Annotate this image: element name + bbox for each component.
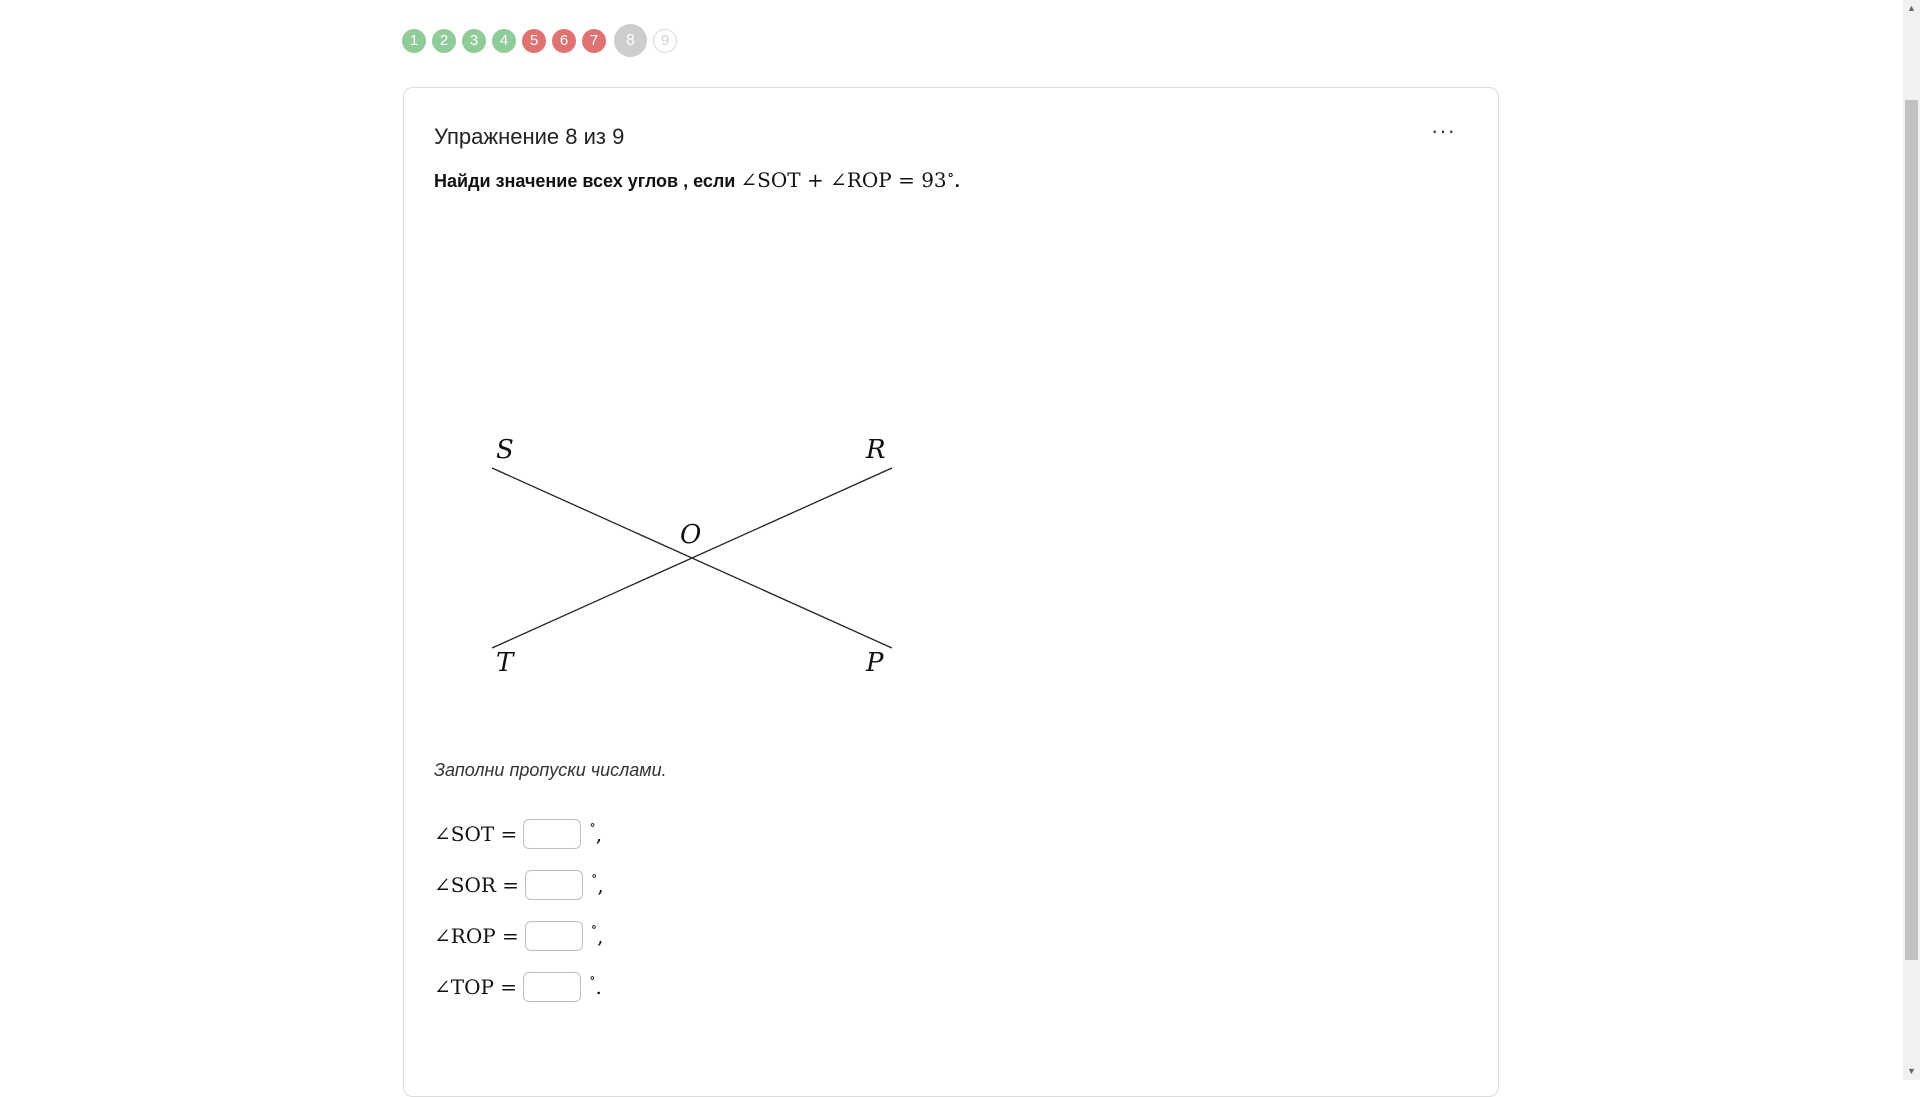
degree-sor: ∘ bbox=[591, 869, 598, 884]
angle-sor-input[interactable] bbox=[525, 870, 583, 900]
task-math: ∠SOT + ∠ROP = 93 bbox=[740, 168, 947, 192]
answer-row-sot bbox=[434, 808, 604, 859]
angle-sot-input[interactable] bbox=[523, 819, 581, 849]
angle-label-sot: ∠SOT = bbox=[434, 821, 518, 846]
label-t: T bbox=[496, 648, 514, 678]
intersecting-lines-diagram bbox=[434, 328, 954, 708]
answer-row-rop bbox=[434, 910, 604, 961]
step-9[interactable]: 9 bbox=[653, 29, 677, 53]
scroll-down-arrow-icon[interactable]: ▼ bbox=[1907, 1066, 1916, 1076]
label-r: R bbox=[866, 435, 886, 465]
suffix-sor: , bbox=[597, 872, 604, 897]
scroll-up-arrow-icon[interactable]: ▲ bbox=[1907, 3, 1916, 13]
task-end: . bbox=[954, 171, 960, 191]
task-text: Найди значение всех углов , если bbox=[434, 171, 741, 191]
hint-text: Заполни пропуски числами. bbox=[434, 760, 667, 780]
vertical-scrollbar[interactable] bbox=[1903, 0, 1920, 1080]
step-1[interactable]: 1 bbox=[402, 29, 426, 53]
step-5[interactable]: 5 bbox=[522, 29, 546, 53]
answer-row-sor bbox=[434, 859, 604, 910]
degree-rop: ∘ bbox=[590, 920, 598, 935]
step-3[interactable]: 3 bbox=[462, 29, 486, 53]
step-8-current[interactable]: 8 bbox=[614, 24, 647, 57]
more-options-icon[interactable]: ··· bbox=[1431, 118, 1456, 143]
task-statement bbox=[434, 168, 960, 192]
exercise-card bbox=[403, 87, 1499, 1097]
angle-top-input[interactable] bbox=[523, 972, 581, 1002]
degree-sot: ∘ bbox=[589, 818, 596, 833]
label-s: S bbox=[496, 435, 514, 465]
task-degree: ∘ bbox=[946, 167, 955, 182]
suffix-rop: , bbox=[597, 923, 604, 948]
angle-label-top: ∠TOP = bbox=[434, 974, 518, 999]
step-2[interactable]: 2 bbox=[432, 29, 456, 53]
step-4[interactable]: 4 bbox=[492, 29, 516, 53]
exercise-title: Упражнение 8 из 9 bbox=[434, 124, 625, 149]
label-p: P bbox=[866, 648, 884, 678]
label-o: O bbox=[680, 520, 702, 550]
degree-top: ∘ bbox=[589, 971, 596, 986]
answers-form bbox=[434, 808, 604, 1012]
angle-rop-input[interactable] bbox=[525, 921, 583, 951]
step-6[interactable]: 6 bbox=[552, 29, 576, 53]
suffix-top: . bbox=[595, 974, 602, 999]
scrollbar-thumb[interactable] bbox=[1905, 100, 1918, 960]
progress-bar bbox=[402, 24, 683, 57]
answer-row-top bbox=[434, 961, 604, 1012]
angle-label-sor: ∠SOR = bbox=[434, 872, 520, 897]
suffix-sot: , bbox=[595, 821, 603, 846]
angle-label-rop: ∠ROP = bbox=[434, 923, 519, 948]
step-7[interactable]: 7 bbox=[582, 29, 606, 53]
